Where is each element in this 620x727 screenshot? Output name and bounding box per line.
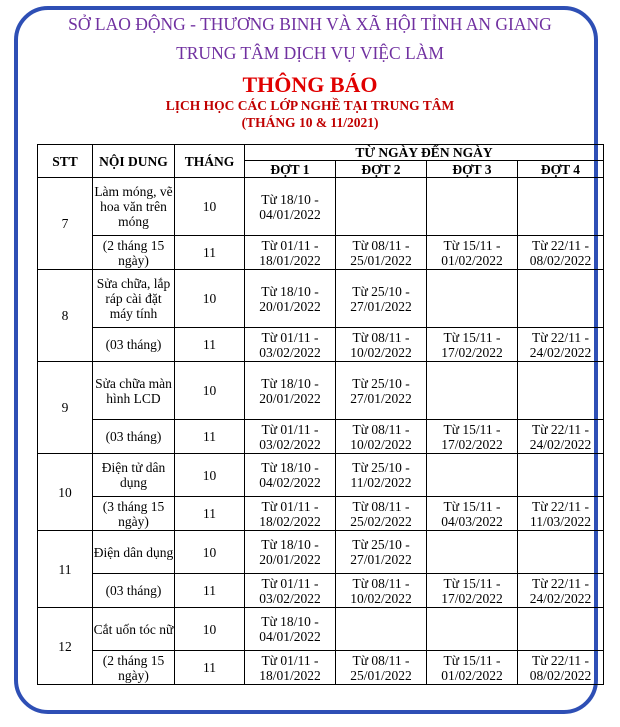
round-2-dates: Từ 25/10 - 11/02/2022 <box>336 454 427 497</box>
course-duration: (03 tháng) <box>93 328 175 362</box>
round-1-dates: Từ 01/11 - 03/02/2022 <box>245 420 336 454</box>
course-name: Sửa chữa, lắp ráp cài đặt máy tính <box>93 270 175 328</box>
course-name: Điện dân dụng <box>93 531 175 574</box>
round-2-dates: Từ 08/11 - 10/02/2022 <box>336 420 427 454</box>
course-stt: 12 <box>38 608 93 685</box>
round-4-dates: Từ 22/11 - 08/02/2022 <box>518 236 604 270</box>
course-duration: (03 tháng) <box>93 574 175 608</box>
round-2-dates <box>336 608 427 651</box>
course-name: Làm móng, vẽ hoa văn trên móng <box>93 178 175 236</box>
round-3-dates <box>427 608 518 651</box>
round-4-dates <box>518 178 604 236</box>
round-1-dates: Từ 01/11 - 03/02/2022 <box>245 574 336 608</box>
schedule-body <box>38 178 604 685</box>
round-4-dates: Từ 22/11 - 08/02/2022 <box>518 651 604 685</box>
round-1-dates: Từ 18/10 - 20/01/2022 <box>245 531 336 574</box>
round-2-dates: Từ 25/10 - 27/01/2022 <box>336 270 427 328</box>
round-3-dates <box>427 270 518 328</box>
round-4-dates: Từ 22/11 - 24/02/2022 <box>518 574 604 608</box>
header-round-3: ĐỢT 3 <box>427 161 518 178</box>
course-month: 10 <box>175 531 245 574</box>
round-2-dates: Từ 08/11 - 25/01/2022 <box>336 236 427 270</box>
round-4-dates <box>518 608 604 651</box>
course-month: 10 <box>175 270 245 328</box>
course-name: Sửa chữa màn hình LCD <box>93 362 175 420</box>
round-3-dates <box>427 178 518 236</box>
round-3-dates <box>427 454 518 497</box>
table-row <box>38 270 604 328</box>
header-month: THÁNG <box>175 145 245 178</box>
course-month: 11 <box>175 497 245 531</box>
round-2-dates: Từ 08/11 - 25/02/2022 <box>336 497 427 531</box>
course-month: 11 <box>175 236 245 270</box>
table-row <box>38 328 604 362</box>
round-4-dates <box>518 454 604 497</box>
course-stt: 9 <box>38 362 93 454</box>
course-month: 11 <box>175 574 245 608</box>
course-month: 10 <box>175 608 245 651</box>
round-2-dates: Từ 08/11 - 10/02/2022 <box>336 574 427 608</box>
course-month: 11 <box>175 420 245 454</box>
table-row <box>38 420 604 454</box>
course-stt: 10 <box>38 454 93 531</box>
table-row <box>38 454 604 497</box>
round-3-dates: Từ 15/11 - 17/02/2022 <box>427 420 518 454</box>
round-1-dates: Từ 01/11 - 18/01/2022 <box>245 236 336 270</box>
round-1-dates: Từ 01/11 - 18/02/2022 <box>245 497 336 531</box>
round-3-dates: Từ 15/11 - 04/03/2022 <box>427 497 518 531</box>
round-3-dates: Từ 15/11 - 17/02/2022 <box>427 574 518 608</box>
course-duration: (2 tháng 15 ngày) <box>93 651 175 685</box>
course-duration: (3 tháng 15 ngày) <box>93 497 175 531</box>
header-round-1: ĐỢT 1 <box>245 161 336 178</box>
course-month: 10 <box>175 178 245 236</box>
round-3-dates: Từ 15/11 - 01/02/2022 <box>427 651 518 685</box>
table-row <box>38 236 604 270</box>
course-duration: (03 tháng) <box>93 420 175 454</box>
header-stt: STT <box>38 145 93 178</box>
table-row <box>38 362 604 420</box>
round-3-dates: Từ 15/11 - 01/02/2022 <box>427 236 518 270</box>
round-1-dates: Từ 18/10 - 04/02/2022 <box>245 454 336 497</box>
center-name: TRUNG TÂM DỊCH VỤ VIỆC LÀM <box>176 43 444 63</box>
round-3-dates <box>427 362 518 420</box>
table-row <box>38 178 604 236</box>
round-4-dates <box>518 270 604 328</box>
round-2-dates <box>336 178 427 236</box>
round-1-dates: Từ 01/11 - 03/02/2022 <box>245 328 336 362</box>
course-name: Điện tử dân dụng <box>93 454 175 497</box>
course-name: Cắt uốn tóc nữ <box>93 608 175 651</box>
header-date-range: TỪ NGÀY ĐẾN NGÀY <box>245 145 604 161</box>
round-1-dates: Từ 18/10 - 20/01/2022 <box>245 362 336 420</box>
round-4-dates: Từ 22/11 - 11/03/2022 <box>518 497 604 531</box>
course-month: 10 <box>175 362 245 420</box>
round-3-dates: Từ 15/11 - 17/02/2022 <box>427 328 518 362</box>
course-stt: 11 <box>38 531 93 608</box>
round-1-dates: Từ 01/11 - 18/01/2022 <box>245 651 336 685</box>
notice-period: (THÁNG 10 & 11/2021) <box>241 115 379 130</box>
org-name: SỞ LAO ĐỘNG - THƯƠNG BINH VÀ XÃ HỘI TỈNH AN GIANG <box>68 14 552 34</box>
round-1-dates: Từ 18/10 - 04/01/2022 <box>245 608 336 651</box>
schedule-table <box>37 144 604 685</box>
round-4-dates: Từ 22/11 - 24/02/2022 <box>518 328 604 362</box>
header-round-2: ĐỢT 2 <box>336 161 427 178</box>
round-2-dates: Từ 08/11 - 10/02/2022 <box>336 328 427 362</box>
table-row <box>38 651 604 685</box>
course-stt: 7 <box>38 178 93 270</box>
round-3-dates <box>427 531 518 574</box>
header-round-4: ĐỢT 4 <box>518 161 604 178</box>
round-1-dates: Từ 18/10 - 04/01/2022 <box>245 178 336 236</box>
round-4-dates <box>518 531 604 574</box>
header-content: NỘI DUNG <box>93 145 175 178</box>
table-row <box>38 531 604 574</box>
table-row <box>38 608 604 651</box>
round-1-dates: Từ 18/10 - 20/01/2022 <box>245 270 336 328</box>
course-month: 11 <box>175 328 245 362</box>
round-2-dates: Từ 25/10 - 27/01/2022 <box>336 362 427 420</box>
course-month: 10 <box>175 454 245 497</box>
round-4-dates <box>518 362 604 420</box>
round-2-dates: Từ 08/11 - 25/01/2022 <box>336 651 427 685</box>
course-month: 11 <box>175 651 245 685</box>
course-stt: 8 <box>38 270 93 362</box>
notice-title: THÔNG BÁO <box>242 72 378 97</box>
notice-subtitle: LỊCH HỌC CÁC LỚP NGHỀ TẠI TRUNG TÂM <box>165 98 455 113</box>
table-row <box>38 574 604 608</box>
round-2-dates: Từ 25/10 - 27/01/2022 <box>336 531 427 574</box>
round-4-dates: Từ 22/11 - 24/02/2022 <box>518 420 604 454</box>
table-row <box>38 497 604 531</box>
course-duration: (2 tháng 15 ngày) <box>93 236 175 270</box>
